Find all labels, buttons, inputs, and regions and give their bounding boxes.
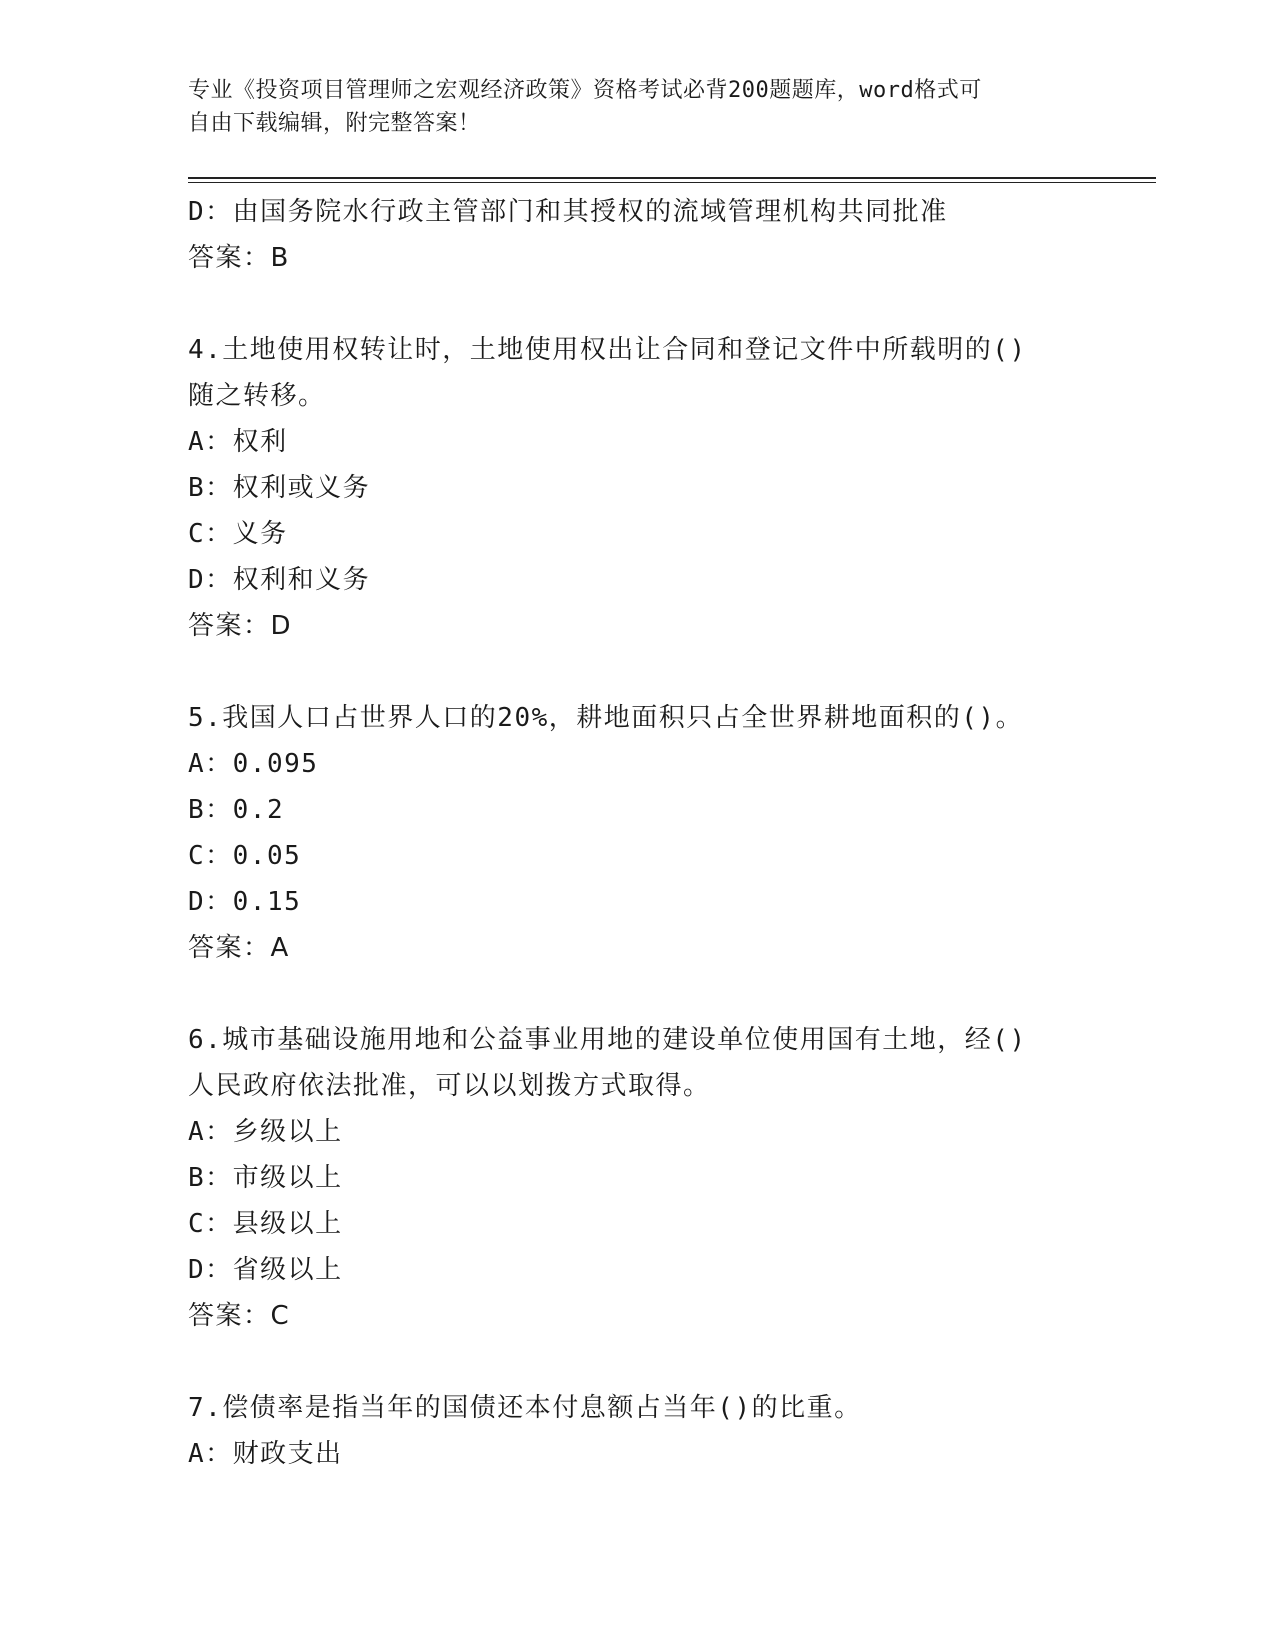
header-line-2: 自由下载编辑，附完整答案！ bbox=[188, 111, 481, 136]
spacer bbox=[188, 1339, 1088, 1385]
answer-line: 答案：C bbox=[188, 1301, 291, 1331]
option-b: B：权利或义务 bbox=[188, 473, 371, 503]
option-a: A：乡级以上 bbox=[188, 1117, 343, 1147]
option-c: C：县级以上 bbox=[188, 1209, 343, 1239]
option-c: C：0.05 bbox=[188, 841, 302, 871]
header-line-1: 专业《投资项目管理师之宏观经济政策》资格考试必背200题题库，word格式可 bbox=[188, 78, 982, 103]
option-a: A：0.095 bbox=[188, 749, 319, 779]
option-d: D：权利和义务 bbox=[188, 565, 371, 595]
header-divider-thin bbox=[188, 182, 1156, 183]
question-4 bbox=[188, 327, 1088, 649]
answer-line: 答案：D bbox=[188, 611, 293, 641]
option-a: A：权利 bbox=[188, 427, 288, 457]
question-stem-continued: 随之转移。 bbox=[188, 381, 326, 411]
answer-line: 答案：A bbox=[188, 933, 290, 963]
question-stem-continued: 人民政府依法批准，可以以划拨方式取得。 bbox=[188, 1071, 711, 1101]
option-b: B：0.2 bbox=[188, 795, 285, 825]
question-5 bbox=[188, 695, 1088, 971]
header-divider-thick bbox=[188, 177, 1156, 179]
spacer bbox=[188, 971, 1088, 1017]
question-stem: 6.城市基础设施用地和公益事业用地的建设单位使用国有土地，经() bbox=[188, 1025, 1027, 1055]
spacer bbox=[188, 649, 1088, 695]
spacer bbox=[188, 281, 1088, 327]
option-d: D：由国务院水行政主管部门和其授权的流域管理机构共同批准 bbox=[188, 197, 948, 227]
question-list bbox=[188, 189, 1088, 1477]
question-3-tail bbox=[188, 189, 1088, 281]
question-stem: 4.土地使用权转让时，土地使用权出让合同和登记文件中所载明的() bbox=[188, 335, 1027, 365]
document-header bbox=[188, 74, 1068, 140]
question-stem: 7.偿债率是指当年的国债还本付息额占当年()的比重。 bbox=[188, 1393, 862, 1423]
question-stem: 5.我国人口占世界人口的20%，耕地面积只占全世界耕地面积的()。 bbox=[188, 703, 1024, 733]
question-6 bbox=[188, 1017, 1088, 1339]
answer-line: 答案：B bbox=[188, 243, 290, 273]
option-a: A：财政支出 bbox=[188, 1439, 343, 1469]
option-d: D：0.15 bbox=[188, 887, 302, 917]
question-7 bbox=[188, 1385, 1088, 1477]
option-d: D：省级以上 bbox=[188, 1255, 343, 1285]
option-b: B：市级以上 bbox=[188, 1163, 343, 1193]
option-c: C：义务 bbox=[188, 519, 288, 549]
